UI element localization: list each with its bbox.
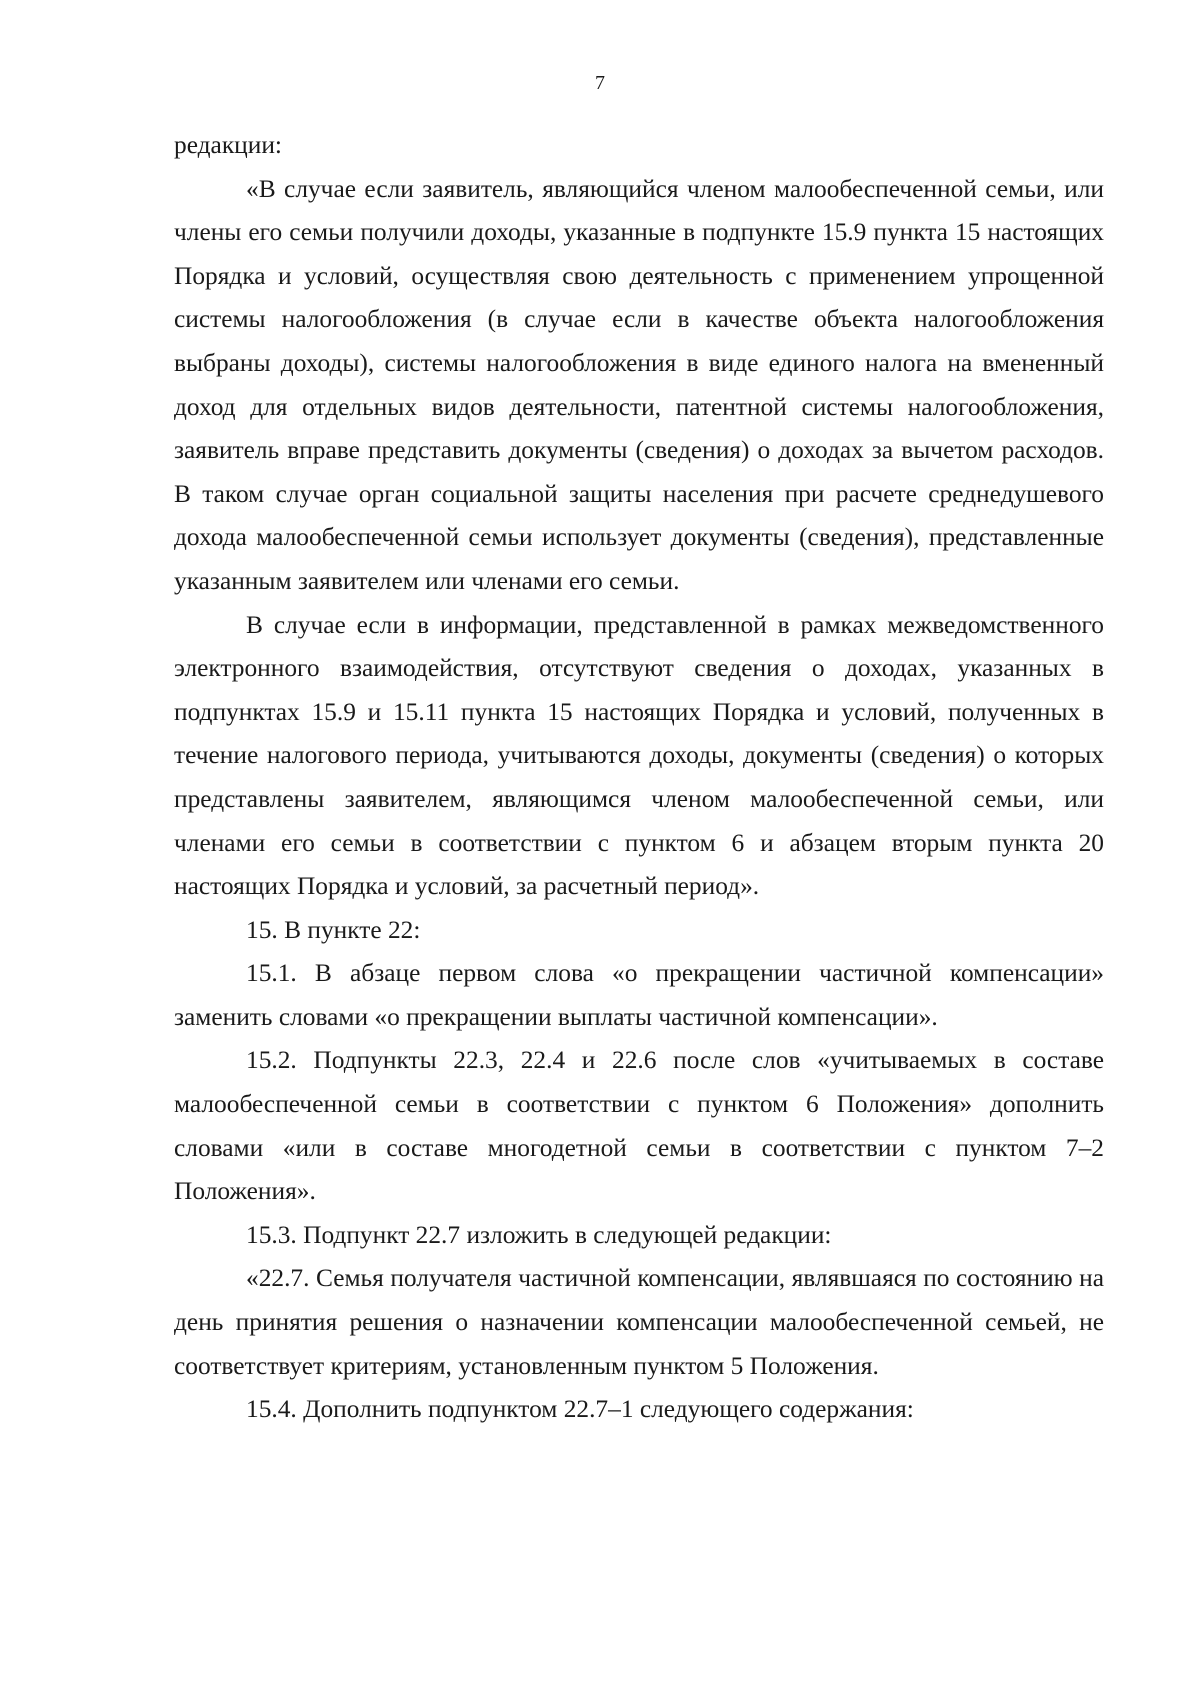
paragraph-item-15-2: 15.2. Подпункты 22.3, 22.4 и 22.6 после слов «учитываемых в составе малообеспеченной семьи в соответствии с пунктом 6 Положения» дополнить словами «или в составе многодетной семьи в соответствии с пунктом 7–2 Положения». <box>174 1046 1104 1206</box>
paragraph-item-15-4: 15.4. Дополнить подпунктом 22.7–1 следующего содержания: <box>246 1395 914 1424</box>
page-number: 7 <box>595 72 605 94</box>
paragraph-item-15-3: 15.3. Подпункт 22.7 изложить в следующей редакции: <box>246 1220 832 1249</box>
paragraph-subitem-22-7: «22.7. Семья получателя частичной компенсации, являвшаяся по состоянию на день принятия решения о назначении компенсации малообеспеченной семьей, не соответствует критериям, установленным пунктом 5 Положения. <box>174 1264 1104 1380</box>
document-body <box>174 124 1104 1432</box>
paragraph-interagency-info: В случае если в информации, представленной в рамках межведомственного электронного взаимодействия, отсутствуют сведения о доходах, указанных в подпунктах 15.9 и 15.11 пункта 15 настоящих Порядка и условий, полученных в течение налогового периода, учитываются доходы, документы (сведения) о которых представлены заявителем, являющимся членом малообеспеченной семьи, или членами его семьи в соответствии с пунктом 6 и абзацем вторым пункта 20 настоящих Порядка и условий, за расчетный период». <box>174 610 1104 901</box>
paragraph-item-15: 15. В пункте 22: <box>246 915 421 944</box>
paragraph-item-15-1: 15.1. В абзаце первом слова «о прекращении частичной компенсации» заменить словами «о прекращении выплаты частичной компенсации». <box>174 959 1104 1031</box>
paragraph-continuation: редакции: <box>174 131 282 159</box>
paragraph-quoted-income-rule: «В случае если заявитель, являющийся членом малообеспеченной семьи, или члены его семьи получили доходы, указанные в подпункте 15.9 пункта 15 настоящих Порядка и условий, осуществляя свою деятельность с применением упрощенной системы налогообложения (в случае если в качестве объекта налогообложения выбраны доходы), системы налогообложения в виде единого налога на вмененный доход для отдельных видов деятельности, патентной системы налогообложения, заявитель вправе представить документы (сведения) о доходах за вычетом расходов. В таком случае орган социальной защиты населения при расчете среднедушевого дохода малообеспеченной семьи использует документы (сведения), представленные указанным заявителем или членами его семьи. <box>174 174 1104 595</box>
